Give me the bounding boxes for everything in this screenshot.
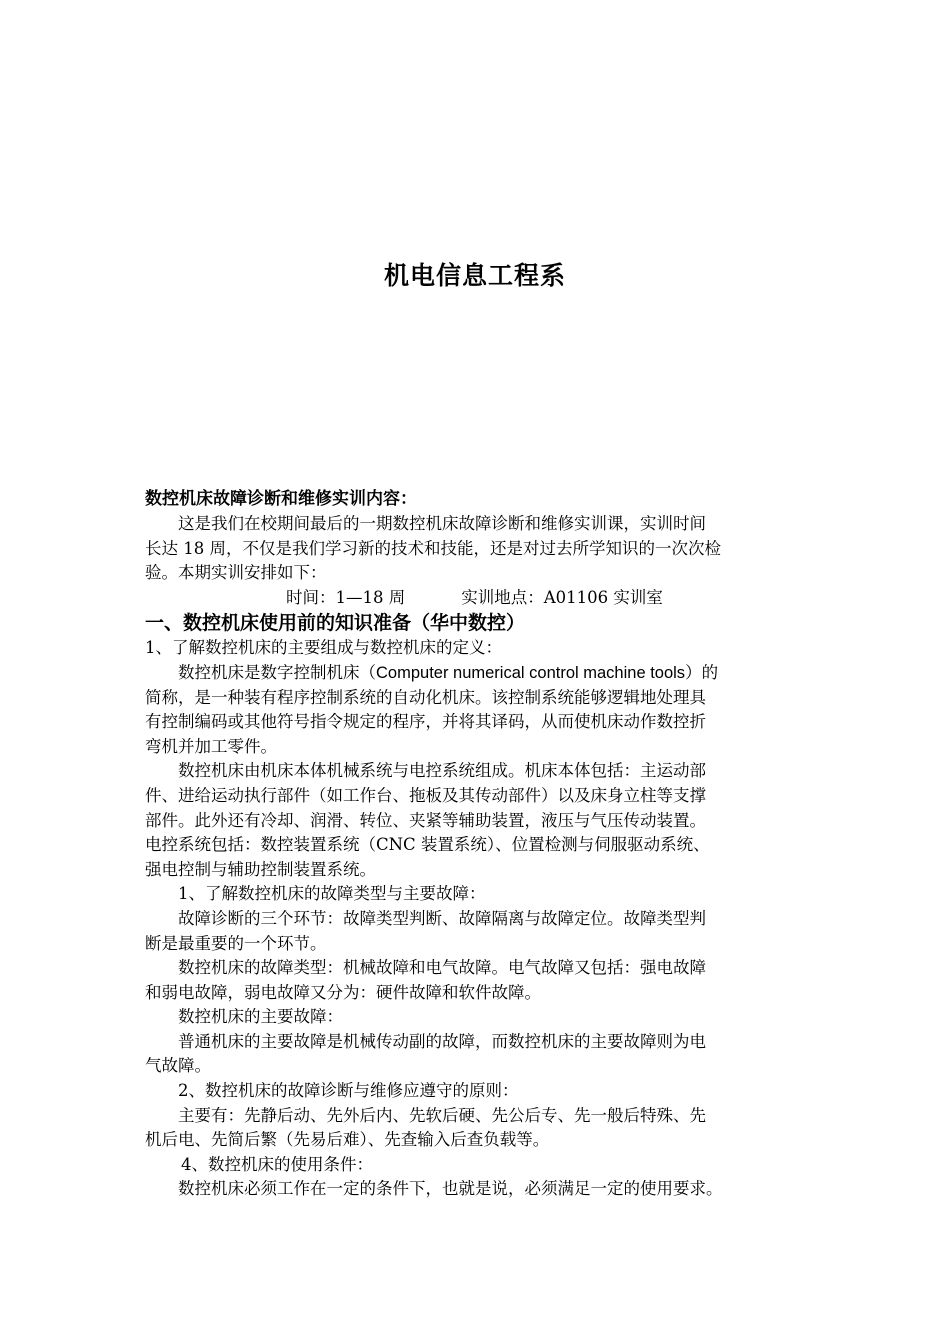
definition-text: 数控机床是数字控制机床（: [178, 662, 376, 682]
diagnosis-line: 断是最重要的一个环节。: [145, 933, 327, 953]
page-title: 机电信息工程系: [383, 261, 566, 290]
schedule-time: 时间：1—18 周: [286, 587, 406, 607]
composition-line: 数控机床由机床本体机械系统与电控系统组成。机床本体包括：主运动部: [178, 761, 706, 781]
diagnosis-line: 故障诊断的三个环节：故障类型判断、故障隔离与故障定位。故障类型判: [178, 908, 706, 928]
main-fault-line: 普通机床的主要故障是机械传动副的故障，而数控机床的主要故障则为电: [178, 1031, 706, 1051]
doc-heading: 数控机床故障诊断和维修实训内容：: [145, 489, 417, 509]
definition-line: [145, 661, 810, 686]
subsection-heading: 4、数控机床的使用条件：: [181, 1154, 373, 1174]
definition-line: 弯机并加工零件。: [145, 736, 277, 756]
subsection-heading: 2、数控机床的故障诊断与维修应遵守的原则：: [178, 1081, 519, 1101]
item-heading: 1、了解数控机床的主要组成与数控机床的定义：: [145, 638, 502, 658]
intro-line: 这是我们在校期间最后的一期数控机床故障诊断和维修实训课，实训时间: [178, 514, 706, 533]
main-fault-label: 数控机床的主要故障：: [178, 1007, 343, 1027]
principle-line: 机后电、先简后繁（先易后难）、先查输入后查负载等。: [145, 1130, 550, 1150]
fault-types-line: 和弱电故障，弱电故障又分为：硬件故障和软件故障。: [145, 982, 541, 1002]
section-heading: 一、数控机床使用前的知识准备（华中数控）: [145, 612, 526, 635]
definition-line: 简称，是一种装有程序控制系统的自动化机床。该控制系统能够逻辑地处理具: [145, 687, 706, 707]
definition-text: ）的: [685, 662, 719, 682]
composition-line: 部件。此外还有冷却、润滑、转位、夹紧等辅助装置，液压与气压传动装置。: [145, 810, 706, 830]
definition-line: 有控制编码或其他符号指令规定的程序，并将其译码，从而使机床动作数控折: [145, 712, 706, 732]
composition-line: 件、进给运动执行部件（如工作台、拖板及其传动部件）以及床身立柱等支撑: [145, 785, 706, 805]
intro-line: 验。本期实训安排如下：: [145, 563, 327, 583]
subsection-heading: 1、了解数控机床的故障类型与主要故障：: [178, 884, 486, 904]
fault-types-line: 数控机床的故障类型：机械故障和电气故障。电气故障又包括：强电故障: [178, 958, 706, 978]
document-body: [145, 486, 810, 1202]
intro-line: 长达 18 周，不仅是我们学习新的技术和技能，还是对过去所学知识的一次次检: [145, 538, 721, 558]
definition-english-term: Computer numerical control machine tools: [376, 663, 686, 682]
principle-line: 主要有：先静后动、先外后内、先软后硬、先公后专、先一般后特殊、先: [178, 1105, 706, 1125]
composition-line: 强电控制与辅助控制装置系统。: [145, 859, 376, 879]
main-fault-line: 气故障。: [145, 1056, 211, 1076]
composition-line: 电控系统包括：数控装置系统（CNC 装置系统）、位置检测与伺服驱动系统、: [145, 835, 710, 855]
schedule-location: 实训地点：A01106 实训室: [461, 587, 663, 607]
conditions-line: 数控机床必须工作在一定的条件下，也就是说，必须满足一定的使用要求。: [178, 1179, 723, 1199]
schedule-line: [145, 586, 810, 611]
